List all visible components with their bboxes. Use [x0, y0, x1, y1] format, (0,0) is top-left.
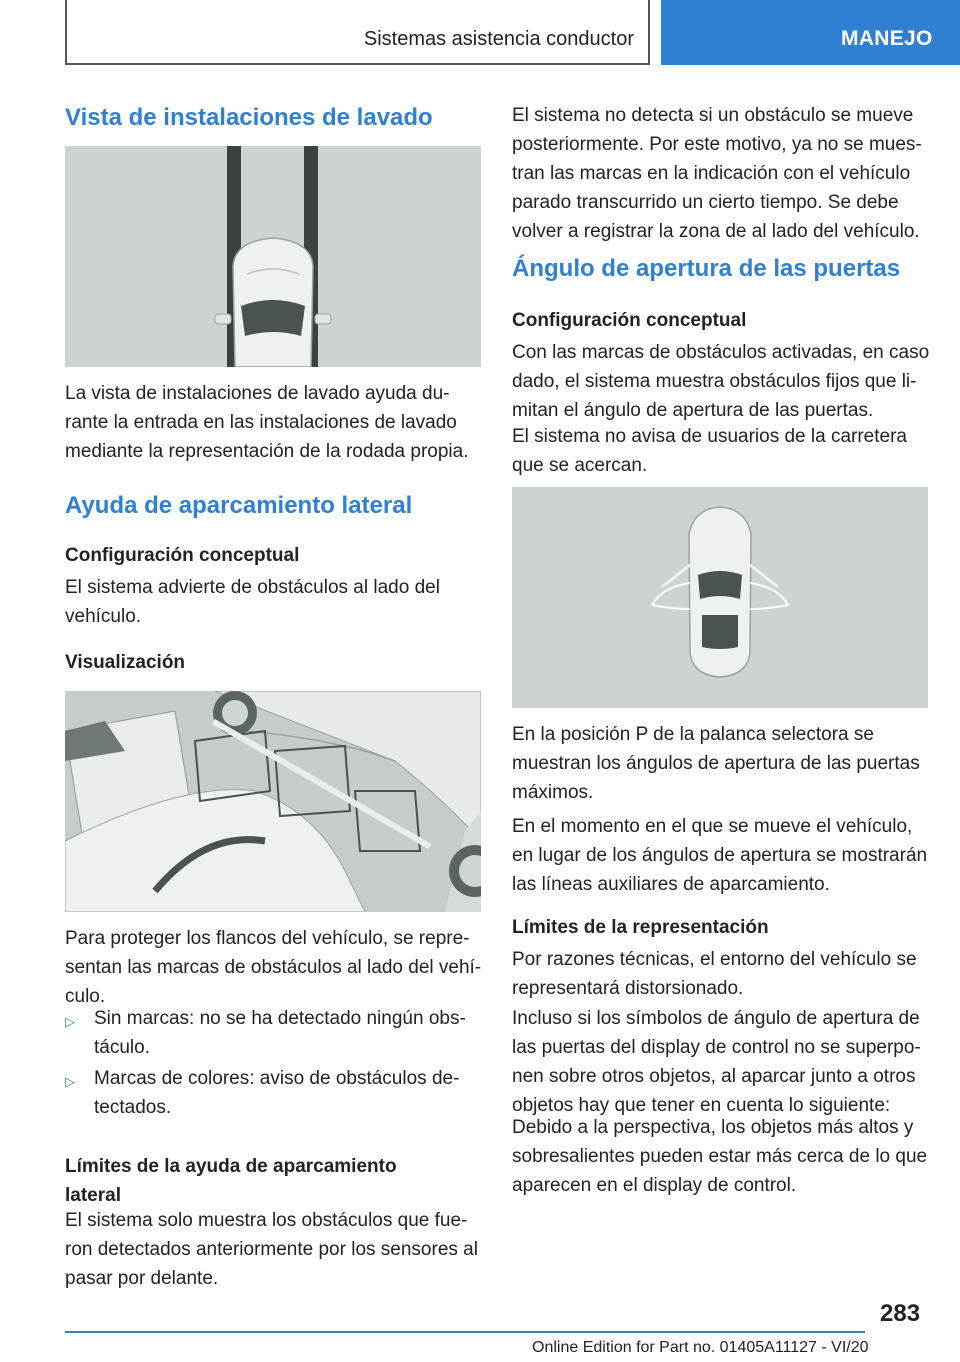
chapter-tab	[661, 0, 960, 65]
car-wash-illustration	[65, 146, 481, 367]
pos-line: máximos.	[512, 782, 594, 803]
wash-paragraph	[65, 379, 469, 466]
top-line: El sistema no detecta si un obstáculo se mueve	[512, 105, 914, 126]
heading-wash-view: Vista de instalaciones de lavado	[65, 104, 433, 131]
wash-line: mediante la representación de la rodada propia.	[65, 441, 469, 462]
figure-side-markings	[65, 691, 481, 912]
concept-line: dado, el sistema muestra obstáculos fijos que li-	[512, 371, 917, 392]
persp-line: Debido a la perspectiva, los objetos más altos y	[512, 1117, 914, 1138]
concept-line: Con las marcas de obstáculos activadas, en caso	[512, 342, 930, 363]
bullet-line: Sin marcas: no se ha detectado ningún obs-	[94, 1008, 466, 1029]
protect-line: Para proteger los flancos del vehículo, se repre-	[65, 928, 470, 949]
top-paragraph-right	[512, 101, 922, 246]
top-line: parado transcurrido un cierto tiempo. Se debe	[512, 192, 899, 213]
heading-concept-left: Configuración conceptual	[65, 545, 300, 566]
incl-line: objetos hay que tener en cuenta lo siguiente:	[512, 1095, 891, 1116]
heading-display: Visualización	[65, 652, 186, 673]
limits-line: El sistema solo muestra los obstáculos que fue-	[65, 1210, 468, 1231]
pos-paragraph	[512, 720, 920, 807]
move-paragraph	[512, 812, 927, 899]
warn-line: que se acercan.	[512, 455, 648, 476]
wash-line: La vista de instalaciones de lavado ayuda du-	[65, 383, 450, 404]
bullet-line: tectados.	[94, 1097, 172, 1118]
incl-paragraph	[512, 1004, 921, 1120]
heading-line: Límites de la ayuda de aparcamiento	[65, 1156, 397, 1177]
concept-paragraph-left	[65, 573, 440, 631]
tech-paragraph	[512, 945, 917, 1003]
wash-line: rante la entrada en las instalaciones de lavado	[65, 412, 457, 433]
bullet-line: Marcas de colores: aviso de obstáculos de-	[94, 1068, 460, 1089]
side-markings-illustration	[65, 691, 481, 912]
figure-car-wash-view	[65, 146, 481, 367]
move-line: las líneas auxiliares de aparcamiento.	[512, 874, 830, 895]
persp-line: aparecen en el display de control.	[512, 1175, 797, 1196]
heading-representation-limits: Límites de la representación	[512, 917, 769, 938]
heading-side-parking: Ayuda de aparcamiento lateral	[65, 492, 413, 519]
tech-line: representará distorsionado.	[512, 978, 744, 999]
list-item	[65, 1004, 466, 1062]
persp-line: sobresalientes pueden estar más cerca de lo que	[512, 1146, 928, 1167]
running-header-section: Sistemas asistencia conductor	[363, 28, 634, 50]
concept-paragraph-right	[512, 338, 929, 425]
protect-line: sentan las marcas de obstáculos al lado del vehí-	[65, 957, 482, 978]
limits-line: pasar por delante.	[65, 1268, 219, 1289]
heading-concept-right: Configuración conceptual	[512, 310, 747, 331]
bullet-line: táculo.	[94, 1037, 150, 1058]
footer-rule	[65, 1331, 865, 1333]
persp-paragraph	[512, 1113, 927, 1200]
protect-paragraph	[65, 924, 481, 1011]
move-line: En el momento en el que se mueve el vehículo,	[512, 816, 913, 837]
incl-line: Incluso si los símbolos de ángulo de apertura de	[512, 1008, 920, 1029]
list-item	[65, 1064, 459, 1122]
warn-line: El sistema no avisa de usuarios de la carretera	[512, 426, 907, 447]
top-line: posteriormente. Por este motivo, ya no se mues-	[512, 134, 922, 155]
concept-line: mitan el ángulo de apertura de las puertas.	[512, 400, 874, 421]
limits-line: ron detectados anteriormente por los sensores al	[65, 1239, 478, 1260]
incl-line: nen sobre otros objetos, al aparcar junto a otros	[512, 1066, 916, 1087]
triangle-right-icon: ▷	[65, 1014, 75, 1029]
top-line: volver a registrar la zona de al lado del vehículo.	[512, 221, 920, 242]
heading-door-angle: Ángulo de apertura de las puertas	[512, 255, 901, 282]
incl-line: las puertas del display de control no se superpo-	[512, 1037, 921, 1058]
top-line: tran las marcas en la indicación con el vehículo	[512, 163, 911, 184]
figure-door-angles	[512, 487, 928, 708]
tech-line: Por razones técnicas, el entorno del vehículo se	[512, 949, 917, 970]
pos-line: En la posición P de la palanca selectora se	[512, 724, 874, 745]
heading-line: lateral	[65, 1185, 121, 1206]
chapter-tab-label: MANEJO	[841, 27, 933, 50]
edition-note: Online Edition for Part no. 01405A11127 - VI/20	[532, 1339, 869, 1356]
running-header-box	[65, 0, 650, 65]
move-line: en lugar de los ángulos de apertura se mostrarán	[512, 845, 928, 866]
triangle-right-icon: ▷	[65, 1074, 75, 1089]
warn-paragraph	[512, 422, 907, 480]
concept-line: vehículo.	[65, 606, 142, 627]
page-number: 283	[880, 1300, 921, 1327]
pos-line: muestran los ángulos de apertura de las puertas	[512, 753, 920, 774]
door-angle-illustration	[512, 487, 928, 708]
heading-side-limits	[65, 1152, 397, 1210]
concept-line: El sistema advierte de obstáculos al lado del	[65, 577, 440, 598]
side-limits-paragraph	[65, 1206, 478, 1293]
protect-line: culo.	[65, 986, 106, 1007]
